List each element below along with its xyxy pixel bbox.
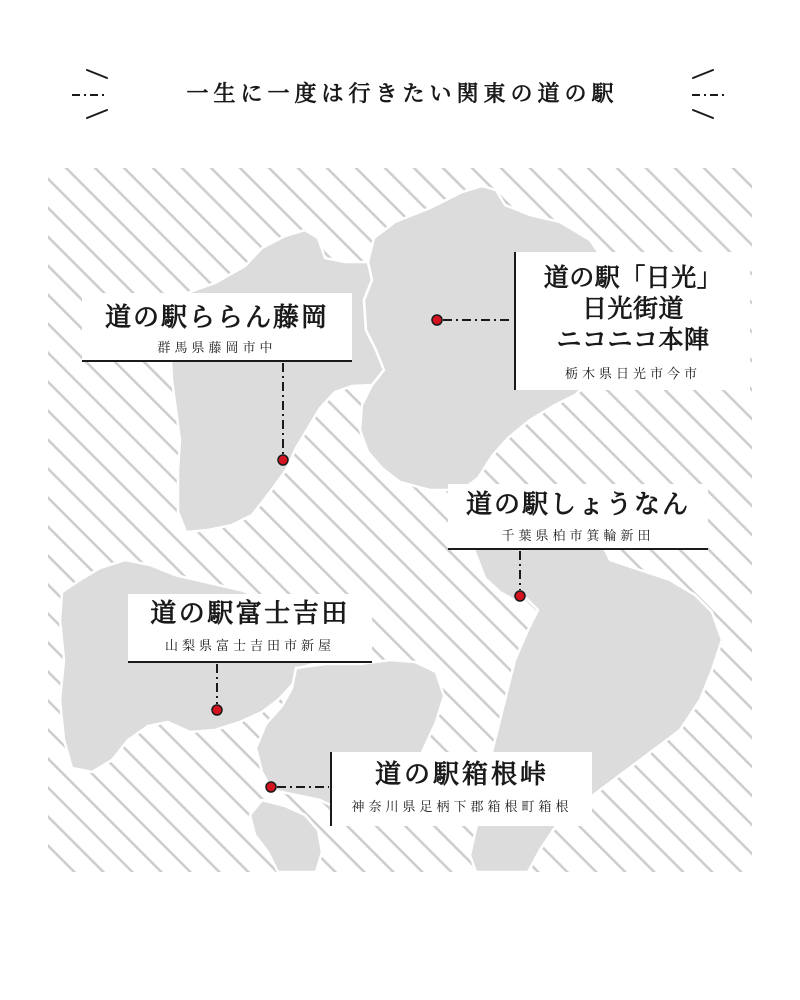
station-name-line: 道の駅「日光」 — [543, 263, 723, 292]
station-name: 道の駅富士吉田 — [150, 599, 350, 629]
map-pin-icon — [432, 315, 442, 325]
page-title: 一生に一度は行きたい関東の道の駅 — [186, 82, 619, 107]
station-address: 神奈川県足柄下郡箱根町箱根 — [351, 800, 573, 815]
station-name: 道の駅しょうなん — [465, 490, 690, 520]
station-address: 千葉県柏市箕輪新田 — [501, 529, 655, 544]
station-name: 道の駅箱根峠 — [374, 760, 549, 790]
station-card-shonan — [448, 484, 708, 550]
station-card-fujiyoshida — [128, 594, 372, 663]
station-name: 道の駅ららん藤岡 — [104, 303, 329, 333]
map-pin-icon — [515, 591, 525, 601]
station-address: 群馬県藤岡市中 — [157, 341, 277, 356]
station-card-fujioka — [82, 293, 352, 362]
title-ornament-left-icon — [72, 70, 108, 118]
station-name-line: ニコニコ本陣 — [556, 325, 710, 354]
station-card-hakone — [330, 752, 592, 826]
station-name-line: 日光街道 — [581, 294, 684, 323]
station-address: 栃木県日光市今市 — [564, 367, 701, 382]
map-pin-icon — [278, 455, 288, 465]
map-pin-icon — [266, 782, 276, 792]
station-address: 山梨県富士吉田市新屋 — [164, 639, 335, 654]
title-ornament-right-icon — [692, 70, 728, 118]
station-card-nikko — [514, 252, 750, 390]
map-pin-icon — [212, 705, 222, 715]
